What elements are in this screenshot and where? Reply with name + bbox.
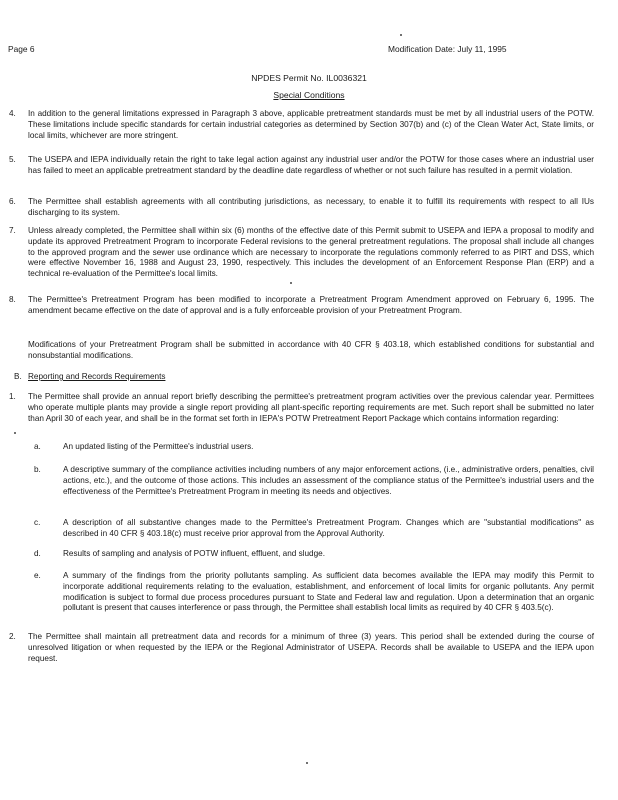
item-letter: c. [34,518,41,527]
modification-date: Modification Date: July 11, 1995 [388,44,507,54]
item-text: A descriptive summary of the compliance activities including numbers of any major enforcement actions, (i.e., administrative orders, penalties, civil actions, etc.), and the outcome of those actions. This includes an assessment of the compliance status of the Permittee's industrial users and the effectiveness of the Permittee's Pretreatment Program in meeting its needs and objectives. [63,465,594,496]
item-letter: b. [34,465,41,474]
permit-title: NPDES Permit No. IL0036321 [251,73,367,83]
section-number: 8. [9,295,16,304]
reporting-heading: Reporting and Records Requirements [28,372,166,381]
section-number: 4. [9,109,16,118]
item-text: A description of all substantive changes made to the Permittee's Pretreatment Program. Changes which are "substantial modifications" as described in 40 CFR § 403.18(c) must receive prior approval from the Approval Authority. [63,518,594,538]
page-number: Page 6 [8,44,35,54]
section-paragraph: The Permittee shall provide an annual report briefly describing the permittee's pretreatment program activities over the previous calendar year. Permittees who operate multiple plants may provide a single report providing all plant-specific reporting requirements are met. Such report shall be submitted no later than April 30 of each year, and shall be in the format set forth in IEPA's POTW Pretreatment Report Package which contains information regarding: [28,392,594,423]
section-paragraph: The Permittee's Pretreatment Program has been modified to incorporate a Pretreatment Program Amendment approved on February 6, 1995. The amendment became effective on the date of approval and is a fully enforceable provision of your Pretreatment Program. [28,295,594,315]
item-text: A summary of the findings from the priority pollutants sampling. As sufficient data becomes available the IEPA may modify this Permit to incorporate additional requirements relating to the evaluation, establishment, and enforcement of local limits for organic pollutants. Any permit modification is subject to formal due process procedures pursuant to State and Federal law and regulation. Upon a determination that an organic pollutant is present that causes interference or pass through, the Permittee shall establish local limits as required by 40 CFR § 403.5(c). [63,571,594,613]
item-letter: e. [34,571,41,580]
section-number: 6. [9,197,16,206]
section-paragraph: In addition to the general limitations expressed in Paragraph 3 above, applicable pretreatment standards must be met by all industrial users of the POTW. These limitations include specific standards for certain industrial categories as determined by Section 307(b) and (c) of the Clean Water Act, State limits, or local limits, whichever are more stringent. [28,109,594,140]
section-letter: B. [14,372,22,381]
scan-speck [14,432,16,434]
item-text: An updated listing of the Permittee's industrial users. [63,442,254,451]
scan-speck [290,282,292,284]
section-paragraph: The Permittee shall maintain all pretreatment data and records for a minimum of three (3) years. This period shall be extended during the course of unresolved litigation or when requested by the IEPA or the Regional Administrator of USEPA. Records shall be available to USEPA and the IEPA upon request. [28,632,594,663]
section-paragraph: Unless already completed, the Permittee shall within six (6) months of the effective date of this Permit submit to USEPA and IEPA a proposal to modify and update its approved Pretreatment Program to incorporate Federal revisions to the general pretreatment regulations. The proposal shall include all changes to the approved program and the sewer use ordinance which are necessary to incorporate the regulations commonly referred to as PIRT and DSS, which were effective November 16, 1988 and August 23, 1990, respectively. This includes the development of an Enforcement Response Plan (ERP) and a technical re-evaluation of the Permittee's local limits. [28,226,594,279]
section-number: 7. [9,226,16,235]
scan-speck [306,762,308,764]
item-letter: d. [34,549,41,558]
section-number: 1. [9,392,16,401]
section-number: 2. [9,632,16,641]
item-text: Results of sampling and analysis of POTW influent, effluent, and sludge. [63,549,325,558]
section-number: 5. [9,155,16,164]
modifications-paragraph: Modifications of your Pretreatment Program shall be submitted in accordance with 40 CFR § 403.18, which established conditions for substantial and nonsubstantial modifications. [28,340,594,360]
item-letter: a. [34,442,41,451]
special-conditions-heading: Special Conditions [273,90,345,100]
section-paragraph: The USEPA and IEPA individually retain the right to take legal action against any industrial user and/or the POTW for those cases where an industrial user has failed to meet an applicable pretreatment standard by the deadline date regardless of whether or not such failure has resulted in a permit violation. [28,155,594,175]
scan-speck [400,34,402,36]
section-paragraph: The Permittee shall establish agreements with all contributing jurisdictions, as necessary, to enable it to fulfill its requirements with respect to all IUs discharging to its system. [28,197,594,217]
